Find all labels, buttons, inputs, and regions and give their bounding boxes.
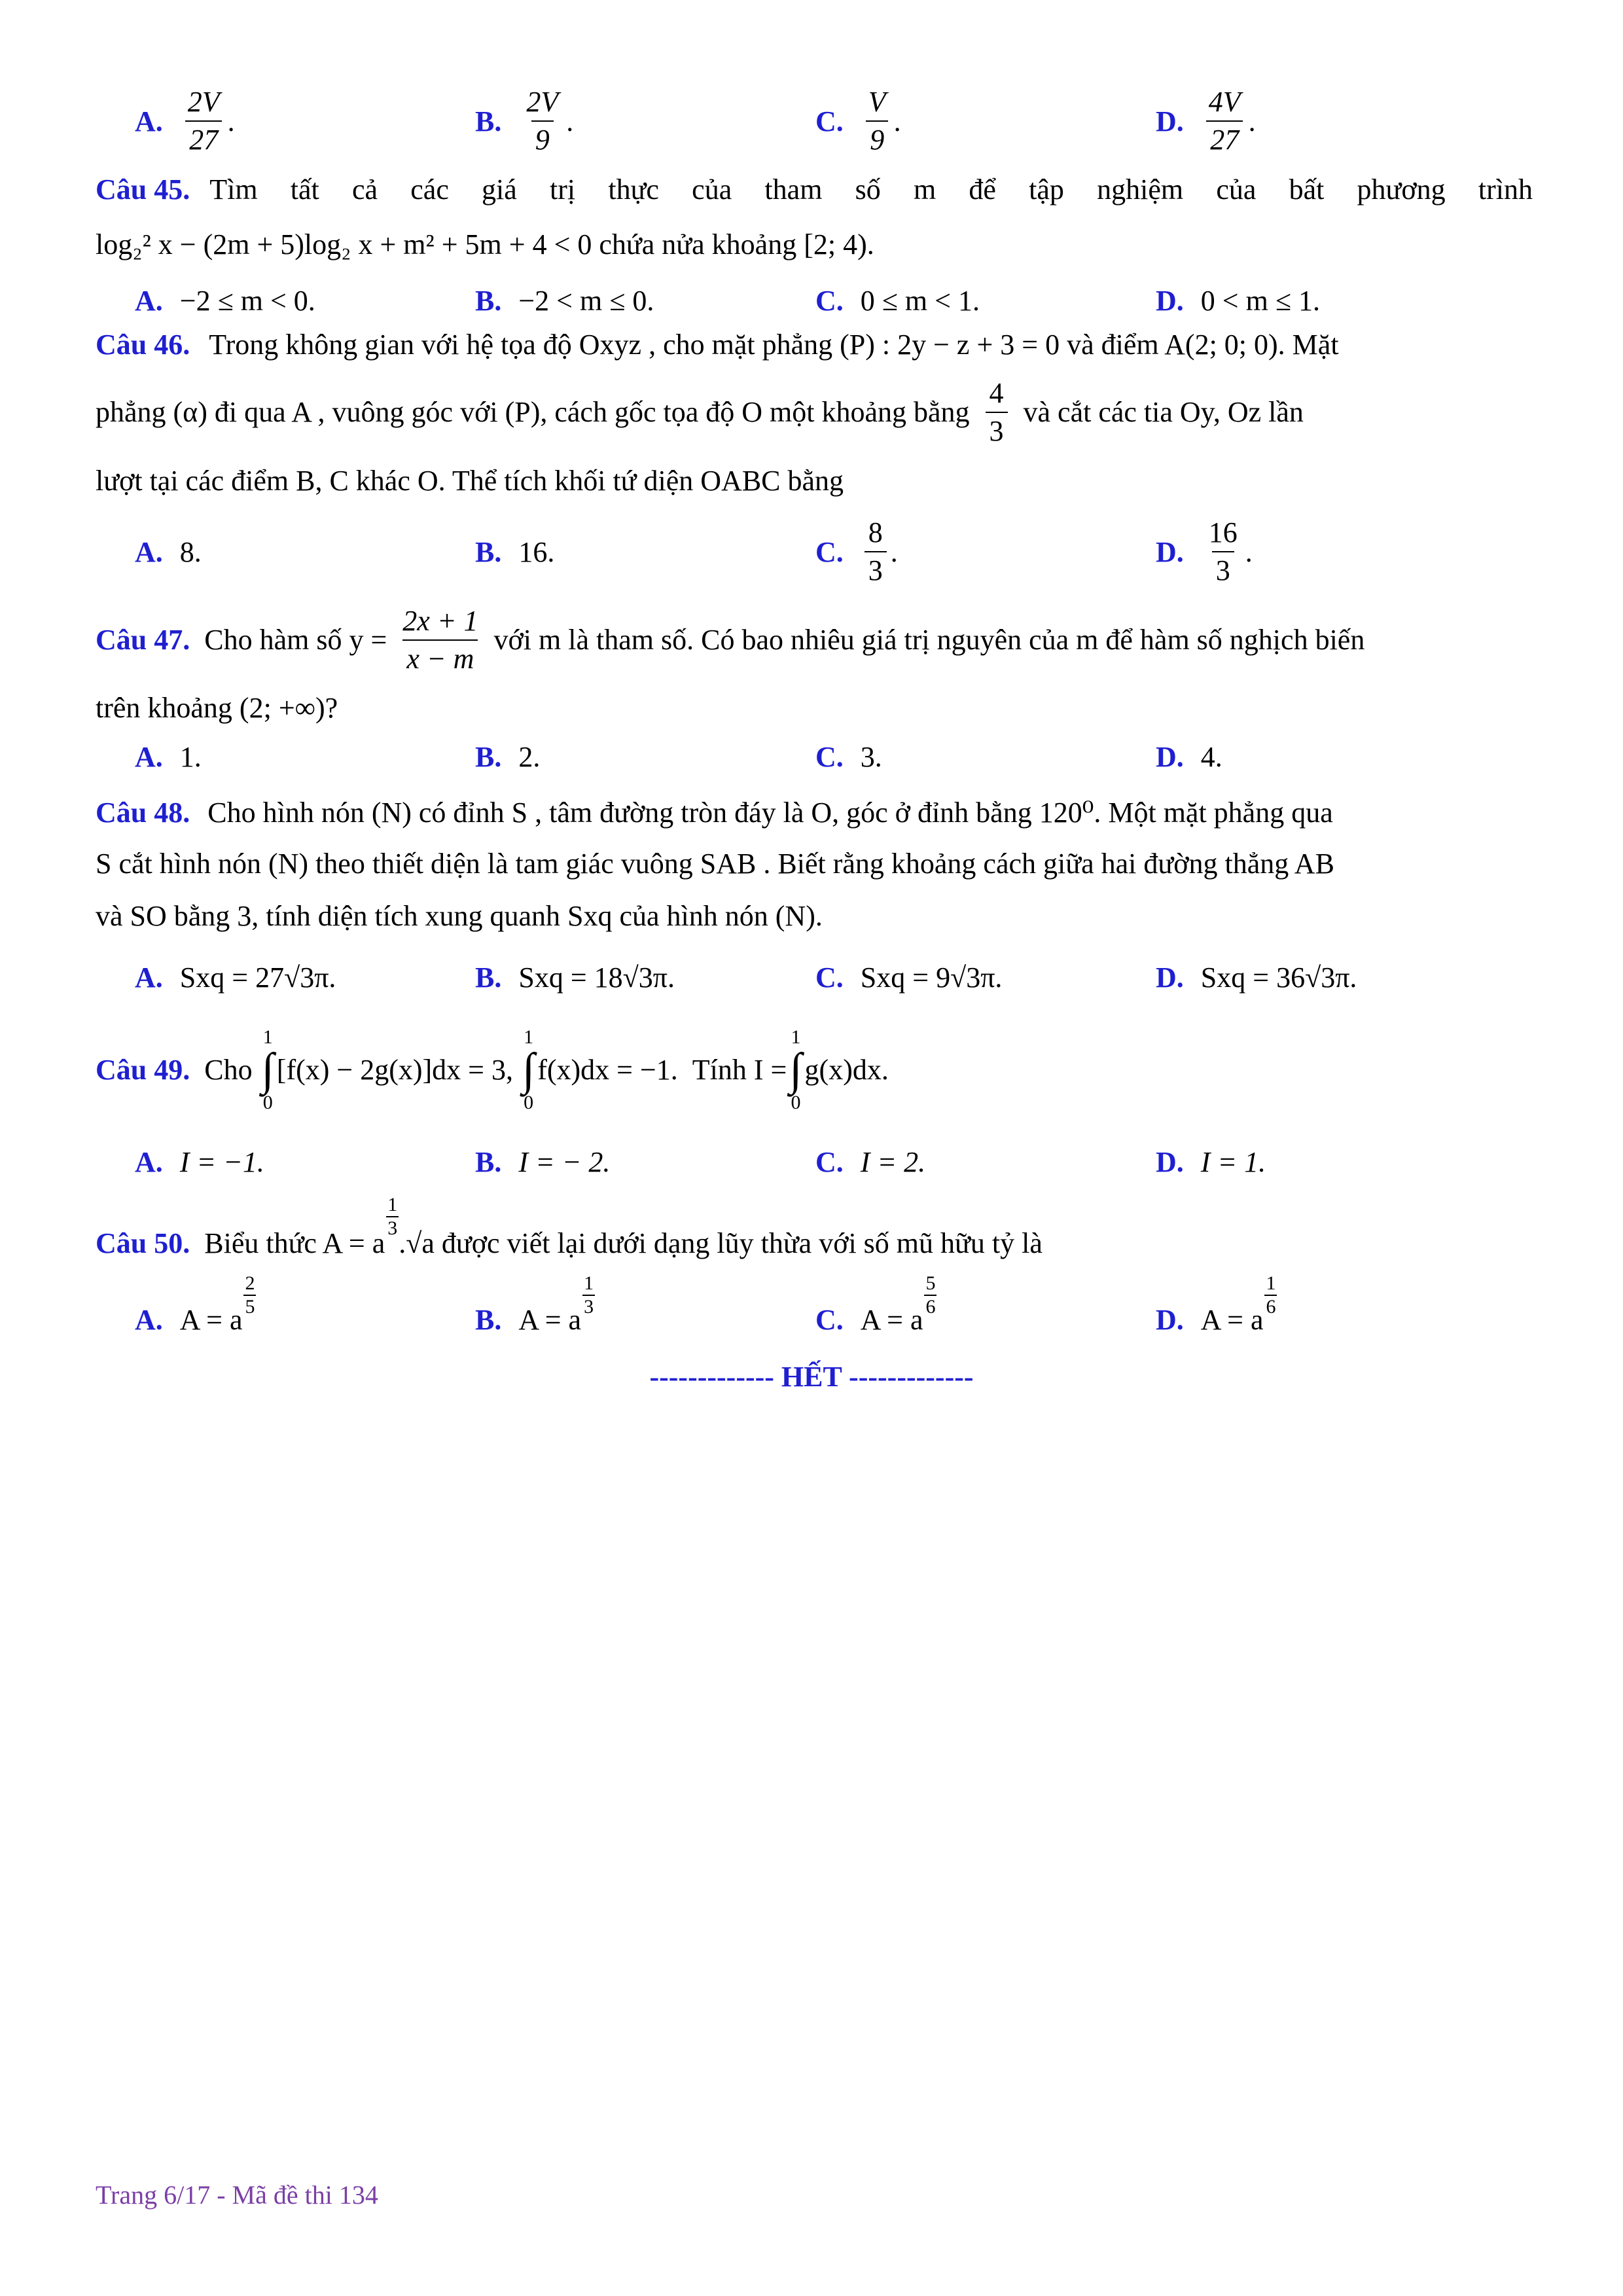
q49-option-d[interactable]: D. I = 1. [1156, 1145, 1266, 1178]
option-label: B. [475, 105, 502, 137]
q50-options [135, 1272, 1535, 1348]
q50-option-b[interactable]: B. A = a $\frac{1}{3}$ [475, 1272, 594, 1336]
q49-option-c[interactable]: C. I = 2. [815, 1145, 926, 1178]
q48-option-b[interactable]: B. Sxq = 18√3π. [475, 961, 675, 994]
fraction: $\frac{V}{9}$ [865, 88, 890, 154]
question-text: và cắt các tia Oy, Oz lần [1023, 396, 1304, 428]
math-expression: [f(x) − 2g(x)]dx = 3, [276, 1054, 513, 1086]
question-label: Câu 49. [96, 1054, 190, 1086]
question-text: Trong không gian với hệ tọa độ Oxyz , cho mặt phẳng (P) : 2y − z + 3 = 0 và điểm A(2; 0; 0). Mặt [209, 329, 1339, 361]
q45-option-d[interactable]: D. 0 < m ≤ 1. [1156, 284, 1320, 317]
question-text: trên khoảng (2; +∞)? [96, 692, 338, 724]
q45-option-a[interactable]: A. −2 ≤ m < 0. [135, 284, 315, 317]
option-label: D. [1156, 105, 1184, 137]
exponent-fraction: $\frac{1}{3}$ [387, 1194, 398, 1239]
q49-options [135, 1126, 1535, 1198]
fraction: $\frac{2V}{27}$ [184, 88, 224, 154]
q45-options [135, 264, 1535, 336]
question-label: Câu 45. [96, 173, 190, 206]
end-marker: ------------- HẾT ------------- [649, 1361, 974, 1393]
question-text: và SO bằng 3, tính diện tích xung quanh Sxq của hình nón (N). [96, 900, 823, 932]
q45-option-b[interactable]: B. −2 < m ≤ 0. [475, 284, 654, 317]
q47-option-b[interactable]: B. 2. [475, 740, 541, 773]
q44-options [135, 85, 1535, 157]
option-label: C. [815, 105, 844, 137]
q49-option-b[interactable]: B. I = − 2. [475, 1145, 611, 1178]
question-label: Câu 46. [96, 329, 190, 361]
q48-option-d[interactable]: D. Sxq = 36√3π. [1156, 961, 1357, 994]
q50-option-a[interactable]: A. A = a $\frac{2}{5}$ [135, 1272, 255, 1336]
math-expression: g(x)dx. [804, 1054, 889, 1086]
q46-option-a[interactable]: A. 8. [135, 535, 202, 568]
math-expression: f(x)dx = −1. [537, 1054, 678, 1086]
q49-option-a[interactable]: A. I = −1. [135, 1145, 264, 1178]
question-text: lượt tại các điểm B, C khác O. Thể tích khối tứ diện OABC bằng [96, 465, 844, 497]
q46-option-d[interactable]: D. $\frac{16}{3}$ . [1156, 516, 1253, 586]
q48-options [135, 941, 1535, 1013]
q44-option-a[interactable]: A. $\frac{2V}{27}$ . [135, 86, 235, 156]
question-label: Câu 50. [96, 1227, 190, 1259]
page-footer: Trang 6/17 - Mã đề thi 134 [96, 2180, 378, 2210]
question-text: .√a được viết lại dưới dạng lũy thừa với số mũ hữu tỷ là [399, 1227, 1043, 1259]
fraction: $\frac{2V}{9}$ [526, 86, 559, 156]
fraction: $\frac{4V}{27}$ [1205, 88, 1245, 154]
q45-option-c[interactable]: C. 0 ≤ m < 1. [815, 284, 980, 317]
question-text: S cắt hình nón (N) theo thiết diện là tam giác vuông SAB . Biết rằng khoảng cách giữa hai đường thẳng AB [96, 848, 1334, 880]
question-label: Câu 47. [96, 624, 190, 656]
question-49 [96, 1021, 1533, 1119]
q48-option-c[interactable]: C. Sxq = 9√3π. [815, 961, 1003, 994]
q44-option-c[interactable]: C. $\frac{V}{9}$ . [815, 86, 901, 156]
question-text: với m là tham số. Có bao nhiêu giá trị nguyên của m để hàm số nghịch biến [493, 624, 1365, 656]
q47-option-c[interactable]: C. 3. [815, 740, 882, 773]
q48-option-a[interactable]: A. Sxq = 27√3π. [135, 961, 336, 994]
integral-sign: 1 ∫ 0 [261, 1026, 274, 1113]
question-text: log₂² x − (2m + 5)log₂ x + m² + 5m + 4 < 0 chứa nửa khoảng [2; 4). [96, 228, 874, 260]
integral-sign: 1 ∫ 0 [789, 1026, 802, 1113]
q44-option-d[interactable]: D. $\frac{4V}{27}$ . [1156, 86, 1256, 156]
q46-options [135, 516, 1535, 588]
question-text: Tìm tất cả các giá trị thực của tham số m để tập nghiệm của bất phương trình [209, 173, 1533, 206]
q47-options [135, 721, 1535, 793]
q50-option-c[interactable]: C. A = a $\frac{5}{6}$ [815, 1272, 936, 1336]
question-label: Câu 48. [96, 797, 190, 829]
q47-option-d[interactable]: D. 4. [1156, 740, 1222, 773]
q46-option-c[interactable]: C. $\frac{8}{3}$ . [815, 516, 898, 586]
option-label: A. [135, 105, 163, 137]
fraction: $\frac{8}{3}$ [865, 518, 887, 585]
question-text: Cho hàm số y = [204, 624, 387, 656]
fraction: $\frac{4}{3}$ [986, 379, 1008, 446]
math-expression: Biểu thức A = a [204, 1227, 385, 1259]
q44-option-b[interactable]: B. $\frac{2V}{9}$ . [475, 86, 574, 156]
integral-sign: 1 ∫ 0 [522, 1026, 535, 1113]
fraction: $\frac{2x + 1}{x - m}$ [402, 605, 478, 675]
question-text: Cho hình nón (N) có đỉnh S , tâm đường tròn đáy là O, góc ở đỉnh bằng 120⁰. Một mặt phẳng qua [207, 797, 1333, 829]
q50-option-d[interactable]: D. A = a $\frac{1}{6}$ [1156, 1272, 1276, 1336]
fraction: $\frac{16}{3}$ [1208, 516, 1238, 586]
question-50 [96, 1194, 1533, 1270]
question-text: Cho [204, 1054, 253, 1086]
q47-option-a[interactable]: A. 1. [135, 740, 202, 773]
question-text: Tính I = [692, 1054, 787, 1086]
q46-option-b[interactable]: B. 16. [475, 535, 555, 568]
question-text: phẳng (α) đi qua A , vuông góc với (P), cách gốc tọa độ O một khoảng bằng [96, 396, 970, 428]
